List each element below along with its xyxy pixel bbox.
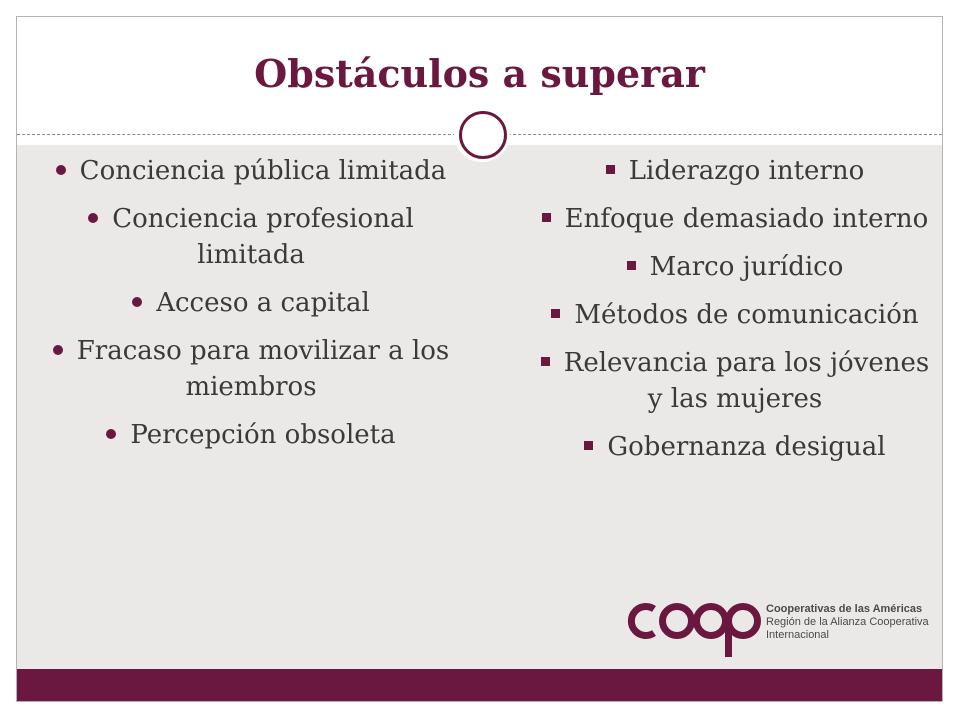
coop-wordmark-icon <box>623 597 763 667</box>
list-item-text: Gobernanza desigual <box>607 432 886 462</box>
logo-line-1: Cooperativas de las Américas <box>766 603 923 615</box>
list-item <box>41 201 461 273</box>
list-item <box>535 297 935 333</box>
logo-text <box>766 603 946 642</box>
list-item <box>41 333 461 405</box>
bullet-square-icon <box>542 213 551 222</box>
bullet-dot-icon <box>88 213 98 223</box>
list-item <box>535 153 935 189</box>
list-item-text: Fracaso para movilizar a los miembros <box>76 336 450 402</box>
list-item-text: Marco jurídico <box>649 252 844 282</box>
list-item <box>41 153 461 189</box>
list-item-text: Liderazgo interno <box>628 156 865 186</box>
logo-line-2: Región de la Alianza Cooperativa <box>766 616 929 628</box>
bullet-dot-icon <box>106 429 116 439</box>
left-bullet-list <box>41 153 461 465</box>
list-item-text: Percepción obsoleta <box>130 420 396 450</box>
list-item <box>535 201 935 237</box>
bullet-dot-icon <box>53 345 63 355</box>
slide <box>16 16 943 702</box>
footer-bar <box>17 669 942 701</box>
bullet-square-icon <box>627 261 636 270</box>
list-item <box>41 285 461 321</box>
list-item <box>41 417 461 453</box>
slide-title: Obstáculos a superar <box>254 51 705 96</box>
bullet-square-icon <box>541 357 550 366</box>
right-bullet-list <box>535 153 935 477</box>
list-item-text: Acceso a capital <box>156 288 370 318</box>
bullet-square-icon <box>584 441 593 450</box>
list-item-text: Conciencia pública limitada <box>79 156 447 186</box>
circle-ornament-icon <box>459 111 507 159</box>
bullet-dot-icon <box>132 297 142 307</box>
list-item-text: Enfoque demasiado interno <box>564 204 929 234</box>
list-item <box>535 249 935 285</box>
bullet-square-icon <box>606 165 615 174</box>
list-item-text: Relevancia para los jóvenes y las mujeres <box>563 348 930 414</box>
bullet-dot-icon <box>56 165 66 175</box>
list-item <box>535 429 935 465</box>
logo-line-3: Internacional <box>766 629 829 641</box>
list-item-text: Conciencia profesional limitada <box>112 204 414 270</box>
list-item-text: Métodos de comunicación <box>574 300 919 330</box>
coop-logo <box>623 597 943 667</box>
bullet-square-icon <box>551 309 560 318</box>
list-item <box>535 345 935 417</box>
